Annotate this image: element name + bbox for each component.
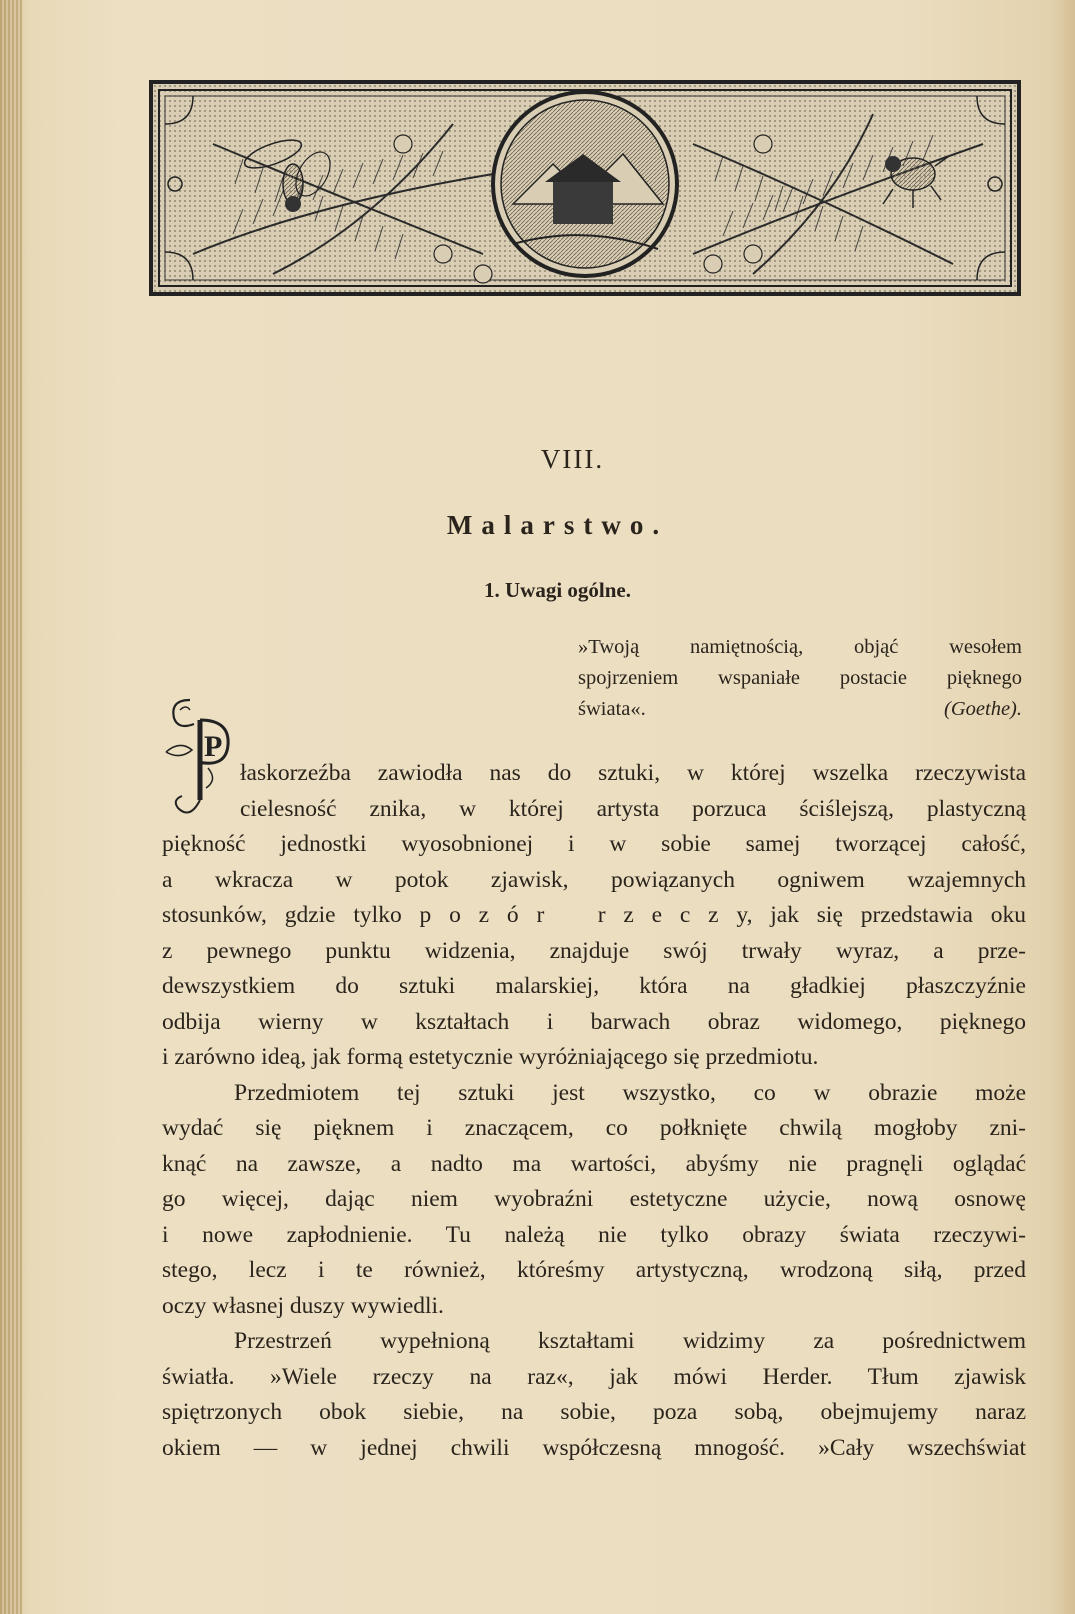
- text-line: dewszystkiem do sztuki malarskiej, która na gładkiej płaszczyźnie: [162, 973, 1026, 999]
- paragraph-2: [162, 1076, 1026, 1325]
- chapter-title: Malarstwo.: [446, 510, 669, 540]
- paragraph-1: [162, 827, 1026, 1076]
- text-line: z pewnego punktu widzenia, znajduje swój trwały wyraz, a prze-: [162, 937, 1026, 964]
- text-line: odbija wierny w kształtach i barwach obraz widomego, pięknego: [162, 1008, 1026, 1035]
- text-line: go więcej, dając niem wyobraźni estetyczne użycie, nową osnowę: [162, 1186, 1026, 1212]
- text-line: oczy własnej duszy wywiedli.: [162, 1292, 444, 1319]
- text-line: knąć na zawsze, a nadto ma wartości, abyśmy nie pragnęli oglądać: [162, 1150, 1026, 1177]
- epigraph: [578, 632, 1022, 725]
- section-title: 1. Uwagi ogólne.: [484, 578, 631, 602]
- chapter-number: VIII.: [540, 444, 605, 474]
- paragraph-1-opening: [240, 756, 1026, 827]
- text-line: cielesność znika, w której artysta porzuca ściślejszą, plastyczną: [240, 795, 1026, 822]
- epigraph-line: »Twoją namiętnością, objąć wesołem: [578, 636, 1022, 658]
- body-text: [162, 756, 1026, 1466]
- text-line: łaskorzeźba zawiodła nas do sztuki, w której wszelka rzeczywista: [240, 760, 1026, 786]
- text-line: okiem — w jednej chwili współczesną mnogość. »Cały wszechświat: [162, 1434, 1026, 1461]
- page-binding-edge: [0, 0, 22, 1614]
- text-line: Przestrzeń wypełnioną kształtami widzimy za pośrednictwem: [234, 1328, 1026, 1354]
- drop-cap-letter: P: [204, 730, 223, 763]
- text-line: światła. »Wiele rzeczy na raz«, jak mówi Herder. Tłum zjawisk: [162, 1363, 1026, 1390]
- epigraph-source: (Goethe).: [944, 698, 1022, 720]
- text-line: Przedmiotem tej sztuki jest wszystko, co w obrazie może: [234, 1079, 1026, 1106]
- text-line: stego, lecz i te również, któreśmy artystyczną, wrodzoną siłą, przed: [162, 1257, 1026, 1283]
- text-line: i zarówno ideą, jak formą estetycznie wyróżniającego się przedmiotu.: [162, 1044, 819, 1070]
- paragraph-3: [162, 1324, 1026, 1466]
- epigraph-last-line: [578, 694, 1022, 725]
- epigraph-line: świata«.: [578, 698, 646, 720]
- epigraph-line: spojrzeniem wspaniałe postacie pięknego: [578, 667, 1022, 689]
- text-line: stosunków, gdzie tylko p o z ó r r z e c z y, jak się przedstawia oku: [162, 902, 1026, 928]
- decorative-headpiece-engraving: [149, 80, 1021, 296]
- text-line: a wkracza w potok zjawisk, powiązanych ogniwem wzajemnych: [162, 866, 1026, 893]
- text-line: wydać się pięknem i znaczącem, co połknięte chwilą mogłoby zni-: [162, 1115, 1026, 1141]
- text-line: piękność jednostki wyosobnionej i w sobie samej tworzącej całość,: [162, 831, 1026, 857]
- text-line: spiętrzonych obok siebie, na sobie, poza sobą, obejmujemy naraz: [162, 1399, 1026, 1425]
- text-line: i nowe zapłodnienie. Tu należą nie tylko obrazy świata rzeczywi-: [162, 1221, 1026, 1248]
